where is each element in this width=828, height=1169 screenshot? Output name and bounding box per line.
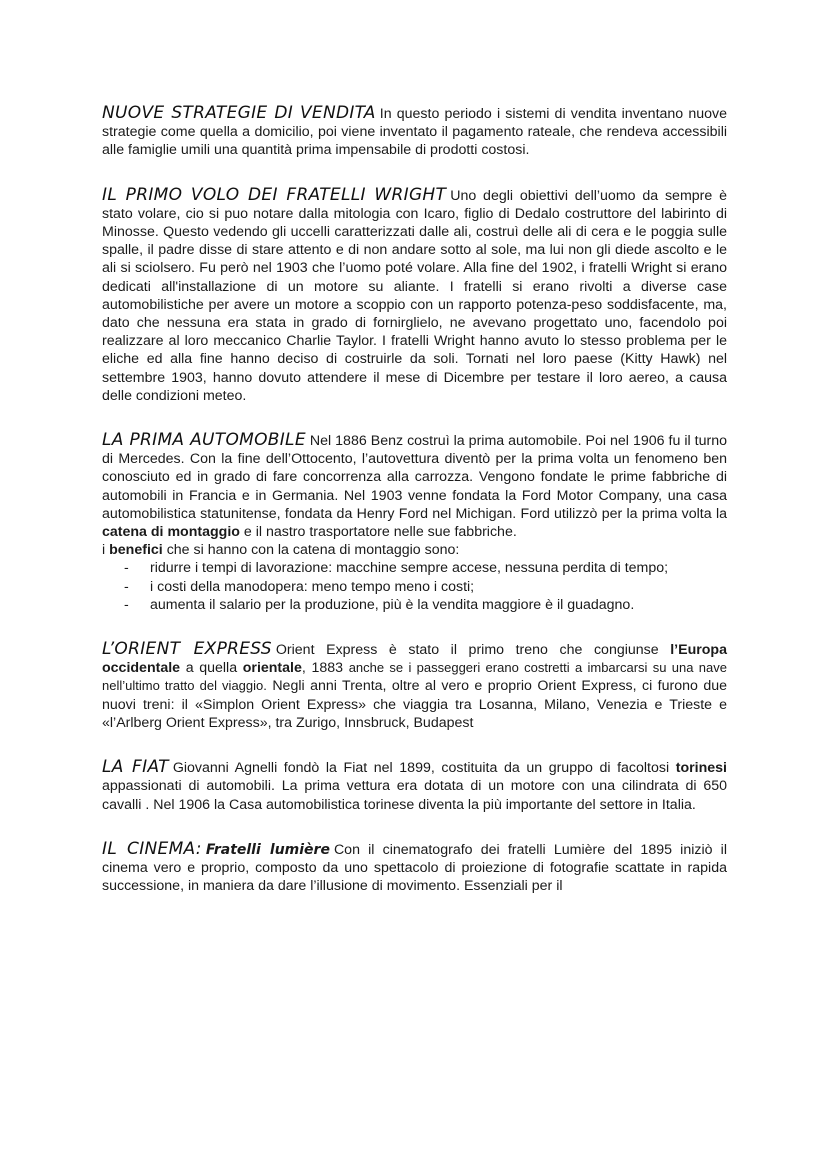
list-item: - i costi della manodopera: meno tempo meno i costi; xyxy=(124,578,727,596)
paragraph-text: i xyxy=(102,542,106,559)
section-title: LA PRIMA AUTOMOBILE xyxy=(102,430,306,451)
paragraph-text: Uno degli obiettivi dell’uomo da sempre è stato volare, cio si puo notare dalla mitologia con Icaro, figlio di Dedalo costruttore del labirinto di Minosse. Questo vedendo gli uccelli caratterizzati dalle ali, costruì delle ali di cera e le poggia sulle spalle, il padre disse di stare attento e di non andare sotto al sole, ma lui non gli diede ascolto e le ali si sciolsero. Fu però nel 1903 che l’uomo poté volare. Alla fine del 1902, i fratelli Wright si erano dedicati all'installazione di un motore su aliante. I fratelli si erano rivolti a diverse case automobilistiche per avere un motore a scoppio con un rapporto potenza-peso soddisfacente, ma, dato che nessuna era stata in grado di fornirglielo, ne avevano progettato uno, facendolo poi realizzare al loro meccanico Charlie Taylor. I fratelli Wright hanno avuto lo stesso problema per le eliche ed alla fine hanno deciso di costruirle da soli. Tornati nel loro paese (Kitty Hawk) nel settembre 1903, hanno dovuto attendere il mese di Dicembre per testare il loro aereo, a causa delle condizioni meteo. xyxy=(102,187,727,404)
section-title: IL PRIMO VOLO DEI FRATELLI WRIGHT xyxy=(102,184,447,205)
paragraph-text: In questo periodo i sistemi di vendita inventano nuove strategie come quella a domicilio, poi viene inventato il pagamento rateale, che rendeva accessibili alle famiglie umili una quantità prima impensabile di prodotti costosi. xyxy=(102,106,727,159)
section-paragraph xyxy=(102,758,727,814)
list-item: - ridurre i tempi di lavorazione: macchine sempre accese, nessuna perdita di tempo; xyxy=(124,559,727,577)
paragraph-text: Negli anni Trenta, oltre al vero e proprio Orient Express, ci furono due nuovi treni: il «Simplon Orient Express» che viaggia tra Losanna, Milano, Venezia e Trieste e «l’Arlberg Orient Express», tra Zurigo, Innsbruck, Budapest xyxy=(102,678,727,731)
section-subtitle: Fratelli lumière xyxy=(205,841,330,858)
paragraph-text: Nel 1886 Benz costruì la prima automobile. Poi nel 1906 fu il turno di Mercedes. Con la fine dell’Ottocento, l’autovettura diventò per la prima volta un fenomeno ben conosciuto ed in grado di fare concorrenza alla carrozza. Vengono fondate le prime fabbriche di automobili in Francia e in Germania. Nel 1903 venne fondata la Ford Motor Company, una casa automobilistica statunitense, fondata da Henry Ford nel Michigan. Ford utilizzò per la prima volta la xyxy=(102,433,727,522)
bold-term: orientale xyxy=(242,660,302,677)
section-paragraph xyxy=(102,104,727,160)
document-page xyxy=(102,104,727,921)
paragraph-text: Giovanni Agnelli fondò la Fiat nel 1899, costituita da un gruppo di facoltosi xyxy=(172,760,670,777)
paragraph-text: Orient Express è stato il primo treno che congiunse xyxy=(275,642,659,659)
section-cinema xyxy=(102,840,727,896)
paragraph-text: , 1883 xyxy=(301,660,344,677)
bold-term: benefici xyxy=(109,542,163,559)
paragraph-text: che si hanno con la catena di montaggio sono: xyxy=(166,542,460,559)
benefici-line xyxy=(102,541,727,559)
section-auto xyxy=(102,431,727,614)
section-title: L’ORIENT EXPRESS xyxy=(102,639,272,660)
section-vendita xyxy=(102,104,727,160)
list-item: - aumenta il salario per la produzione, più è la vendita maggiore è il guadagno. xyxy=(124,596,727,614)
bold-term: l’Europa occidentale xyxy=(102,642,727,677)
paragraph-text: appassionati di automobili. La prima vettura era dotata di un motore con una cilindrata di 650 cavalli . Nel 1906 la Casa automobilistica torinese diventa la più importante del settore in Italia. xyxy=(102,778,727,813)
section-fiat xyxy=(102,758,727,814)
section-title: NUOVE STRATEGIE DI VENDITA xyxy=(102,103,376,123)
section-paragraph xyxy=(102,840,727,896)
section-paragraph xyxy=(102,186,727,405)
section-title: IL CINEMA: xyxy=(102,838,202,859)
bold-term: torinesi xyxy=(675,760,727,777)
benefici-list xyxy=(102,559,727,614)
section-paragraph xyxy=(102,640,727,732)
paragraph-text: e il nastro trasportatore nelle sue fabbriche. xyxy=(243,524,517,541)
paragraph-text: a quella xyxy=(185,660,238,677)
paragraph-text: Con il cinematografo dei fratelli Lumière del 1895 iniziò il cinema vero e proprio, composto da uno spettacolo di proiezione di fotografie scattate in rapida successione, in maniera da dare l’illusione di movimento. Essenziali per il xyxy=(102,841,727,895)
small-text: anche se i passeggeri erano costretti a imbarcarsi su una nave nell’ultimo tratto del viaggio. xyxy=(102,660,727,694)
bold-term: catena di montaggio xyxy=(102,524,240,541)
section-title: LA FIAT xyxy=(102,757,169,778)
section-paragraph xyxy=(102,431,727,541)
section-orient xyxy=(102,640,727,732)
section-wright xyxy=(102,186,727,405)
